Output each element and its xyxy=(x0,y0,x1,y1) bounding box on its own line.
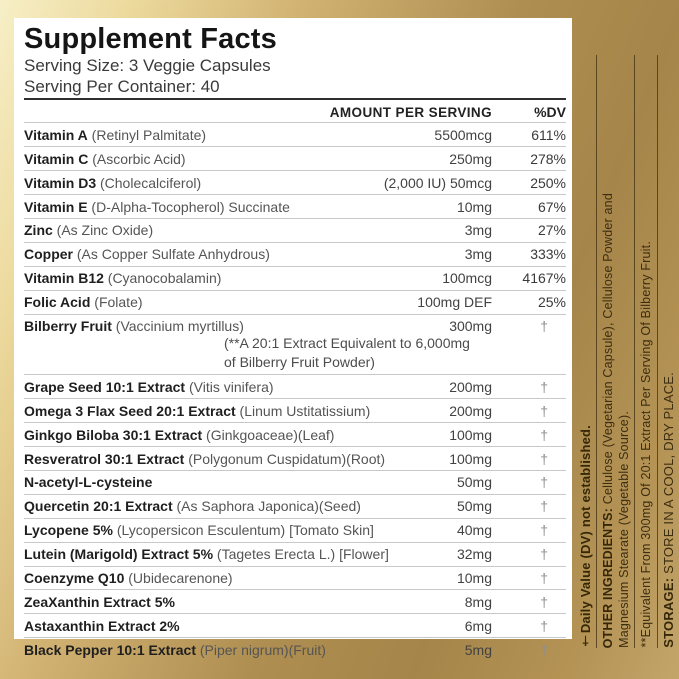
ingredient-amount: 3mg xyxy=(464,246,492,263)
table-row xyxy=(24,242,566,266)
ingredient-dv: † xyxy=(540,317,548,334)
ingredient-amount: 8mg xyxy=(464,593,492,610)
ingredient-dv: 333% xyxy=(530,246,566,263)
table-row xyxy=(24,613,566,637)
ingredient-detail: (Folate) xyxy=(90,294,143,311)
table-row xyxy=(24,290,566,314)
storage-label: STORAGE: xyxy=(661,578,676,648)
equivalent-footnote: **Equivalent From 300mg Of 20:1 Extract Per Serving Of Bilberry Fruit. xyxy=(639,241,653,648)
table-row xyxy=(24,542,566,566)
ingredient-dv: † xyxy=(540,522,548,539)
storage-note: STORAGE: STORE IN A COOL, DRY PLACE. xyxy=(661,372,676,648)
table-row xyxy=(24,470,566,494)
dv-column-header: %DV xyxy=(534,104,566,121)
ingredient-detail: (Tagetes Erecta L.) [Flower] xyxy=(213,546,389,563)
table-row xyxy=(24,194,566,218)
table-row xyxy=(24,146,566,170)
ingredient-name: Zinc (As Zinc Oxide) xyxy=(24,222,154,239)
divider-thick xyxy=(24,98,566,100)
ingredient-name: Vitamin C (Ascorbic Acid) xyxy=(24,150,186,167)
ingredient-amount: 300mg xyxy=(449,317,492,334)
ingredient-dv: † xyxy=(540,617,548,634)
table-row xyxy=(24,589,566,613)
ingredient-amount: 6mg xyxy=(464,617,492,634)
ingredient-amount: 50mg xyxy=(456,474,492,491)
ingredient-detail: (Linum Ustitatissium) xyxy=(235,402,371,419)
ingredient-detail: (Polygonum Cuspidatum)(Root) xyxy=(184,450,386,467)
table-row xyxy=(24,314,566,372)
sidebar-divider xyxy=(634,55,635,648)
daily-value-footnote: †Daily Value (DV) not established. xyxy=(578,424,593,648)
ingredient-name: Resveratrol 30:1 Extract (Polygonum Cuspidatum)(Root) xyxy=(24,450,386,467)
sidebar-divider xyxy=(596,55,597,648)
ingredient-amount: 100mg xyxy=(449,426,492,443)
ingredient-name: Vitamin B12 (Cyanocobalamin) xyxy=(24,270,222,287)
ingredient-detail: (Ginkgoaceae)(Leaf) xyxy=(202,426,335,443)
ingredient-detail: (Piper nigrum)(Fruit) xyxy=(195,641,326,658)
other-ingredients-line2: Magnesium Stearate (Vegetable Source). xyxy=(617,411,631,648)
ingredient-amount: 250mg xyxy=(449,150,492,167)
ingredient-detail: (Cyanocobalamin) xyxy=(103,270,222,287)
ingredient-amount: (2,000 IU) 50mcg xyxy=(383,174,492,191)
other-ingredients-label: OTHER INGREDIENTS: xyxy=(601,507,615,648)
sidebar-divider xyxy=(657,55,658,648)
ingredient-amount: 3mg xyxy=(464,222,492,239)
table-row xyxy=(24,122,566,146)
facts-table xyxy=(24,122,566,661)
ingredient-amount: 100mcg xyxy=(442,270,492,287)
ingredient-amount: 200mg xyxy=(449,378,492,395)
table-row xyxy=(24,422,566,446)
table-row xyxy=(24,494,566,518)
table-row xyxy=(24,266,566,290)
ingredient-dv: 4167% xyxy=(522,270,566,287)
ingredient-detail: (Lycopersicon Esculentum) [Tomato Skin] xyxy=(112,522,374,539)
table-row xyxy=(24,218,566,242)
ingredient-amount: 50mg xyxy=(456,498,492,515)
table-row xyxy=(24,374,566,398)
ingredient-dv: 278% xyxy=(530,150,566,167)
ingredient-dv: † xyxy=(540,641,548,658)
ingredient-name: Ginkgo Biloba 30:1 Extract (Ginkgoaceae)(Leaf) xyxy=(24,426,335,443)
ingredient-name: Folic Acid (Folate) xyxy=(24,294,143,311)
ingredient-amount: 40mg xyxy=(456,522,492,539)
ingredient-dv: † xyxy=(540,498,548,515)
ingredient-dv: † xyxy=(540,402,548,419)
ingredient-amount: 200mg xyxy=(449,402,492,419)
ingredient-dv: † xyxy=(540,546,548,563)
ingredient-name: Vitamin A (Retinyl Palmitate) xyxy=(24,126,207,143)
ingredient-name: Vitamin D3 (Cholecalciferol) xyxy=(24,174,202,191)
ingredient-dv: 25% xyxy=(537,294,566,311)
row-note: (**A 20:1 Extract Equivalent to 6,000mg of Bilberry Fruit Powder) xyxy=(224,335,470,370)
ingredient-name: Quercetin 20:1 Extract (As Saphora Japonica)(Seed) xyxy=(24,498,361,515)
ingredient-name: ZeaXanthin Extract 5% xyxy=(24,593,175,610)
amount-column-header: AMOUNT PER SERVING xyxy=(329,104,492,120)
other-ingredients-line1: OTHER INGREDIENTS: Cellulose (Vegetarian Capsule), Cellulose Powder and xyxy=(601,192,615,648)
ingredient-detail: (Vaccinium myrtillus) xyxy=(111,317,244,334)
table-row xyxy=(24,637,566,661)
ingredient-dv: † xyxy=(540,593,548,610)
ingredient-name: Vitamin E (D-Alpha-Tocopherol) Succinate xyxy=(24,198,290,215)
ingredient-detail: (Retinyl Palmitate) xyxy=(87,126,207,143)
ingredient-name: Copper (As Copper Sulfate Anhydrous) xyxy=(24,246,270,263)
ingredient-dv: 250% xyxy=(530,174,566,191)
ingredient-name: Bilberry Fruit (Vaccinium myrtillus) xyxy=(24,317,244,334)
table-header-row xyxy=(24,102,566,122)
table-row xyxy=(24,566,566,590)
ingredient-dv: † xyxy=(540,378,548,395)
ingredient-name: Lycopene 5% (Lycopersicon Esculentum) [Tomato Skin] xyxy=(24,522,374,539)
ingredient-detail: (As Copper Sulfate Anhydrous) xyxy=(73,246,270,263)
ingredient-dv: 27% xyxy=(537,222,566,239)
servings-per-container: Serving Per Container: 40 xyxy=(24,77,220,96)
ingredient-name: Lutein (Marigold) Extract 5% (Tagetes Erecta L.) [Flower] xyxy=(24,546,389,563)
ingredient-detail: (Vitis vinifera) xyxy=(185,378,274,395)
ingredient-dv: † xyxy=(540,569,548,586)
ingredient-name: Coenzyme Q10 (Ubidecarenone) xyxy=(24,569,233,586)
ingredient-amount: 10mg xyxy=(456,569,492,586)
ingredient-dv: † xyxy=(540,450,548,467)
ingredient-detail: (As Zinc Oxide) xyxy=(52,222,154,239)
table-row xyxy=(24,518,566,542)
ingredient-dv: † xyxy=(540,474,548,491)
panel-title: Supplement Facts xyxy=(24,23,277,55)
table-row xyxy=(24,170,566,194)
ingredient-amount: 10mg xyxy=(456,198,492,215)
ingredient-name: Black Pepper 10:1 Extract (Piper nigrum)(Fruit) xyxy=(24,641,326,658)
ingredient-amount: 5500mcg xyxy=(434,126,492,143)
ingredient-detail: (Cholecalciferol) xyxy=(96,174,202,191)
ingredient-detail: (Ubidecarenone) xyxy=(124,569,233,586)
ingredient-name: Grape Seed 10:1 Extract (Vitis vinifera) xyxy=(24,378,274,395)
ingredient-name: Omega 3 Flax Seed 20:1 Extract (Linum Ustitatissium) xyxy=(24,402,371,419)
ingredient-amount: 100mg DEF xyxy=(417,294,492,311)
serving-size: Serving Size: 3 Veggie Capsules xyxy=(24,56,271,75)
ingredient-detail: (Ascorbic Acid) xyxy=(88,150,186,167)
ingredient-dv: 67% xyxy=(537,198,566,215)
ingredient-amount: 32mg xyxy=(456,546,492,563)
ingredient-dv: † xyxy=(540,426,548,443)
ingredient-detail: (As Saphora Japonica)(Seed) xyxy=(172,498,361,515)
ingredient-detail: (D-Alpha-Tocopherol) Succinate xyxy=(87,198,290,215)
ingredient-name: Astaxanthin Extract 2% xyxy=(24,617,180,634)
ingredient-dv: 611% xyxy=(531,126,566,143)
supplement-facts-panel xyxy=(14,18,572,658)
ingredient-amount: 100mg xyxy=(449,450,492,467)
ingredient-amount: 5mg xyxy=(464,641,492,658)
table-row xyxy=(24,446,566,470)
table-row xyxy=(24,398,566,422)
ingredient-name: N-acetyl-L-cysteine xyxy=(24,474,153,491)
